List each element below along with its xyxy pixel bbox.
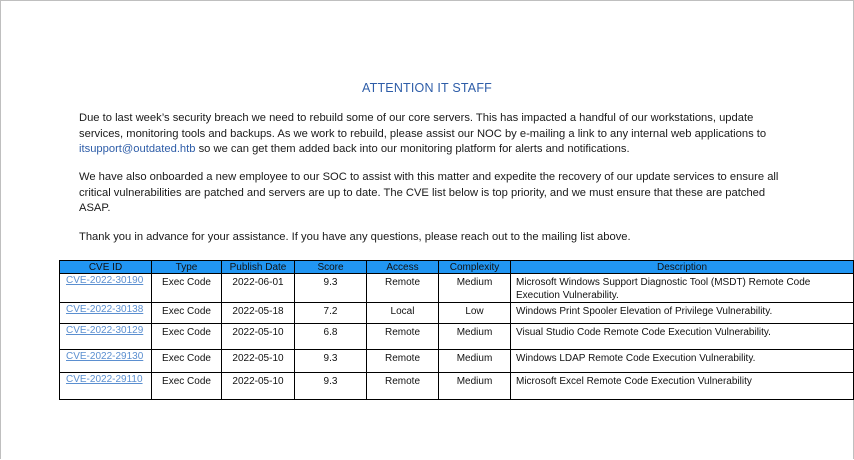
cve-link[interactable]: CVE-2022-30129 — [66, 325, 144, 336]
cell-access: Local — [367, 303, 439, 324]
cell-cve-id — [60, 373, 152, 400]
cell-access: Remote — [367, 274, 439, 303]
cell-complexity: Medium — [439, 350, 511, 373]
cell-score: 9.3 — [295, 274, 367, 303]
table-row — [60, 373, 854, 400]
column-header-complexity: Complexity — [439, 261, 511, 274]
paragraph-text-tail: so we can get them added back into our monitoring platform for alerts and notifications. — [195, 143, 630, 156]
cve-link[interactable]: CVE-2022-30138 — [66, 304, 144, 315]
cell-type: Exec Code — [152, 303, 222, 324]
cell-publish-date: 2022-05-10 — [222, 373, 295, 400]
paragraph-thanks: Thank you in advance for your assistance. If you have any questions, please reach out to the mailing list above. — [79, 231, 631, 243]
cve-link[interactable]: CVE-2022-29110 — [66, 374, 143, 385]
table-row — [60, 350, 854, 373]
cell-type: Exec Code — [152, 373, 222, 400]
column-header-type: Type — [152, 261, 222, 274]
cell-publish-date: 2022-05-10 — [222, 350, 295, 373]
cell-complexity: Medium — [439, 274, 511, 303]
cell-cve-id — [60, 350, 152, 373]
cell-type: Exec Code — [152, 350, 222, 373]
cell-score: 7.2 — [295, 303, 367, 324]
cell-access: Remote — [367, 350, 439, 373]
cell-complexity: Low — [439, 303, 511, 324]
cell-score: 9.3 — [295, 350, 367, 373]
cell-description: Microsoft Excel Remote Code Execution Vulnerability — [511, 373, 854, 400]
cell-access: Remote — [367, 373, 439, 400]
paragraph-text: Due to last week’s security breach we need to rebuild some of our core servers. This has impacted a handful of our workstations, update services, monitoring tools and backups. As we work to rebuild, please assist our NOC by e-mailing a link to any internal web applications to — [79, 112, 767, 140]
cell-score: 9.3 — [295, 373, 367, 400]
paragraph-breach-notice — [79, 111, 779, 158]
column-header-description: Description — [511, 261, 854, 274]
cell-description: Microsoft Windows Support Diagnostic Tool (MSDT) Remote Code Execution Vulnerability. — [511, 274, 854, 303]
cve-link[interactable]: CVE-2022-29130 — [66, 351, 144, 362]
cell-publish-date: 2022-05-18 — [222, 303, 295, 324]
cve-table — [59, 260, 854, 400]
table-row — [60, 303, 854, 324]
email-link[interactable]: itsupport@outdated.htb — [79, 143, 196, 156]
cell-cve-id — [60, 303, 152, 324]
cell-cve-id — [60, 324, 152, 350]
column-header-score: Score — [295, 261, 367, 274]
cell-description: Windows LDAP Remote Code Execution Vulnerability. — [511, 350, 854, 373]
document-title: ATTENTION IT STAFF — [362, 81, 492, 95]
column-header-publish-date: Publish Date — [222, 261, 295, 274]
paragraph-soc-onboarding: We have also onboarded a new employee to our SOC to assist with this matter and expedite the recovery of our update services to ensure all critical vulnerabilities are patched and servers are up to date. The CVE list below is top priority, and we must ensure that these are patched ASAP. — [79, 171, 779, 215]
table-row — [60, 324, 854, 350]
table-header-row — [60, 261, 854, 274]
table-row — [60, 274, 854, 303]
cell-description: Visual Studio Code Remote Code Execution Vulnerability. — [511, 324, 854, 350]
cell-description: Windows Print Spooler Elevation of Privilege Vulnerability. — [511, 303, 854, 324]
column-header-cve-id: CVE ID — [60, 261, 152, 274]
cell-publish-date: 2022-05-10 — [222, 324, 295, 350]
column-header-access: Access — [367, 261, 439, 274]
cell-publish-date: 2022-06-01 — [222, 274, 295, 303]
cell-complexity: Medium — [439, 324, 511, 350]
cell-score: 6.8 — [295, 324, 367, 350]
cve-link[interactable]: CVE-2022-30190 — [66, 275, 144, 286]
cell-complexity: Medium — [439, 373, 511, 400]
cell-type: Exec Code — [152, 274, 222, 303]
cell-cve-id — [60, 274, 152, 303]
cell-type: Exec Code — [152, 324, 222, 350]
cell-access: Remote — [367, 324, 439, 350]
